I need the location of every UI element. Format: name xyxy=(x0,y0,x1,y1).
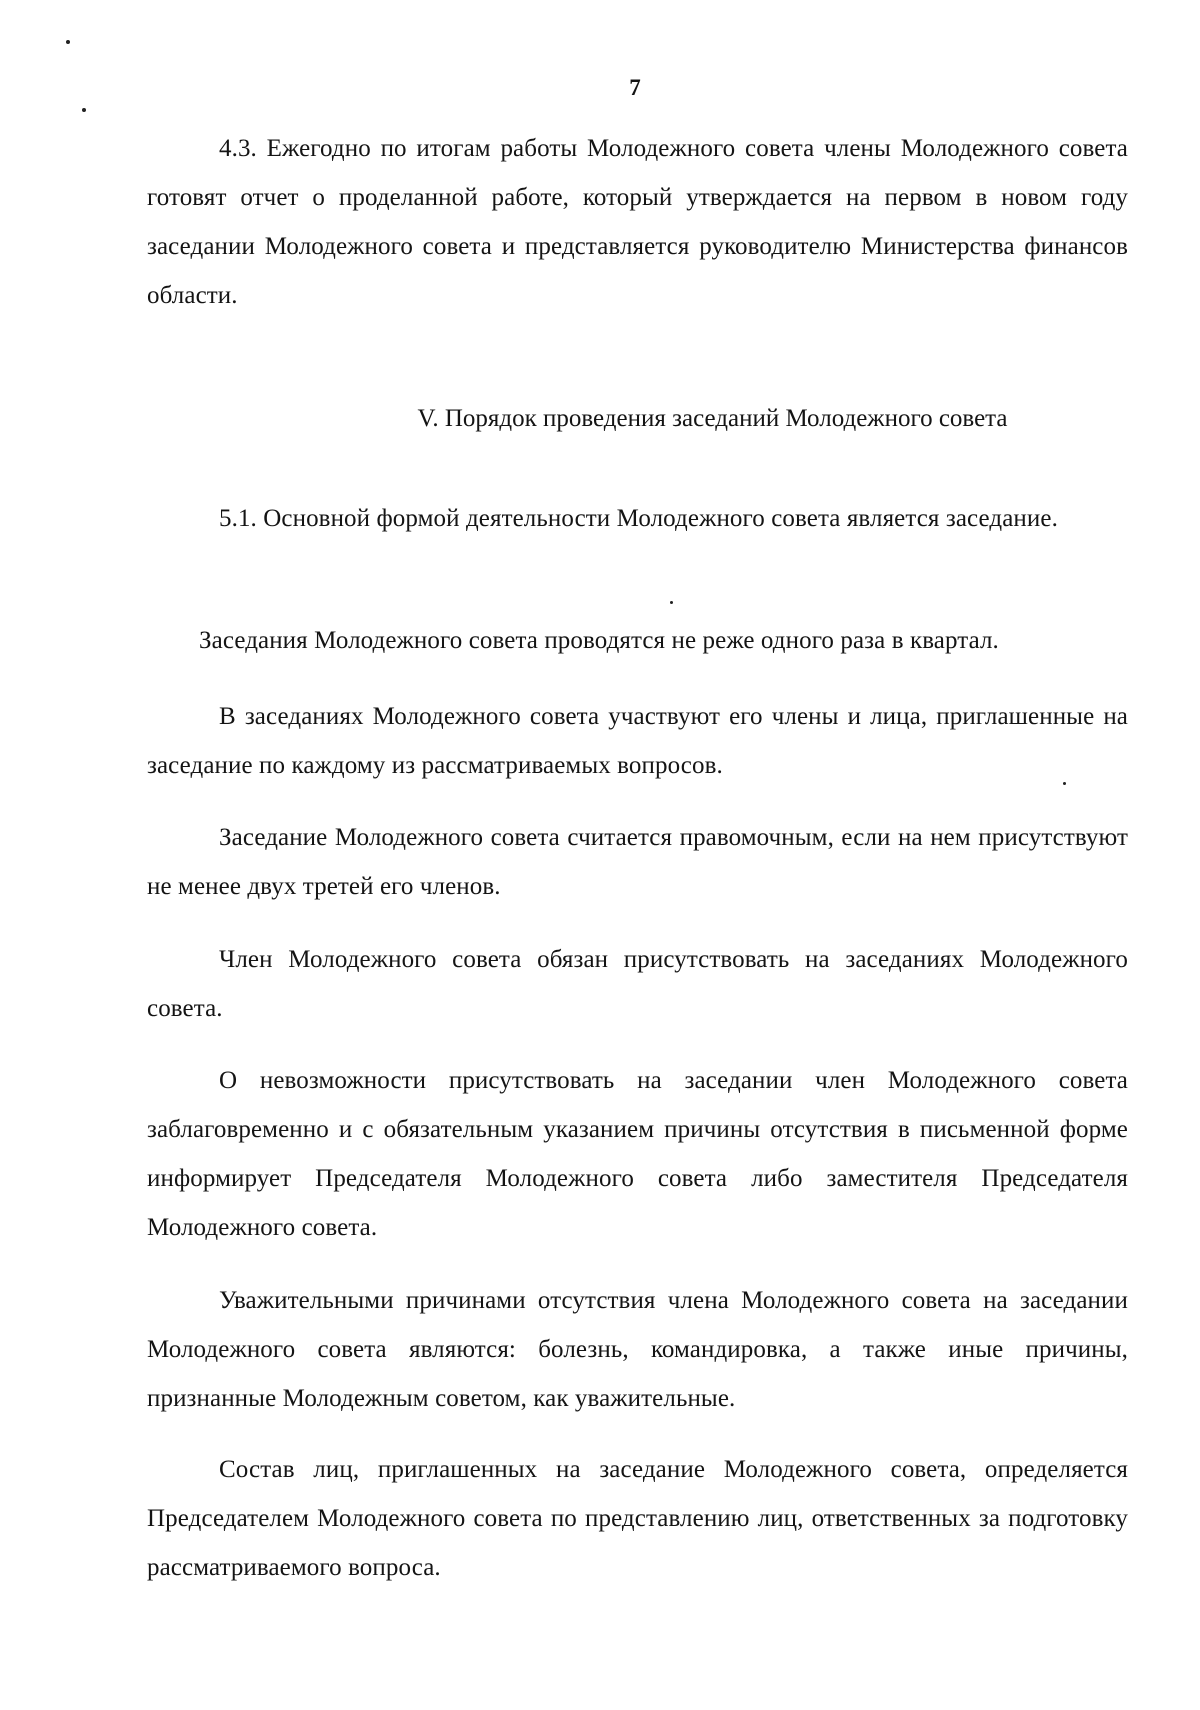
paragraph-invitees: Состав лиц, приглашенных на заседание Молодежного совета, определяется Председателем Молодежного совета по представлению лиц, ответственных за подготовку рассматриваемого вопроса. xyxy=(147,1456,1128,1581)
paragraph-participants: В заседаниях Молодежного совета участвуют его члены и лица, приглашенные на заседание по каждому из рассматриваемых вопросов. xyxy=(147,703,1128,779)
paragraph-5-1: 5.1. Основной формой деятельности Молодежного совета является заседание. xyxy=(219,505,1058,532)
paragraph-absence-notice: О невозможности присутствовать на заседании член Молодежного совета заблаговременно и с обязательным указанием причины отсутствия в письменной форме информирует Председателя Молодежного совета либо заместителя Председателя Молодежного совета. xyxy=(147,1067,1128,1241)
section-heading: V. Порядок проведения заседаний Молодежного совета xyxy=(417,405,1008,432)
paragraph-frequency: Заседания Молодежного совета проводятся не реже одного раза в квартал. xyxy=(199,627,999,654)
paragraph-quorum: Заседание Молодежного совета считается правомочным, если на нем присутствуют не менее двух третей его членов. xyxy=(147,824,1128,900)
scan-speck xyxy=(66,40,70,44)
scan-speck xyxy=(670,601,673,604)
paragraph-valid-reasons: Уважительными причинами отсутствия члена Молодежного совета на заседании Молодежного совета являются: болезнь, командировка, а также иные причины, признанные Молодежным советом, как уважительные. xyxy=(147,1287,1128,1412)
paragraph-obligation: Член Молодежного совета обязан присутствовать на заседаниях Молодежного совета. xyxy=(147,946,1128,1022)
page-number: 7 xyxy=(629,75,641,100)
paragraph-4-3: 4.3. Ежегодно по итогам работы Молодежного совета члены Молодежного совета готовят отчет о проделанной работе, который утверждается на первом в новом году заседании Молодежного совета и представляется руководителю Министерства финансов области. xyxy=(147,135,1128,309)
scan-speck xyxy=(82,108,86,112)
